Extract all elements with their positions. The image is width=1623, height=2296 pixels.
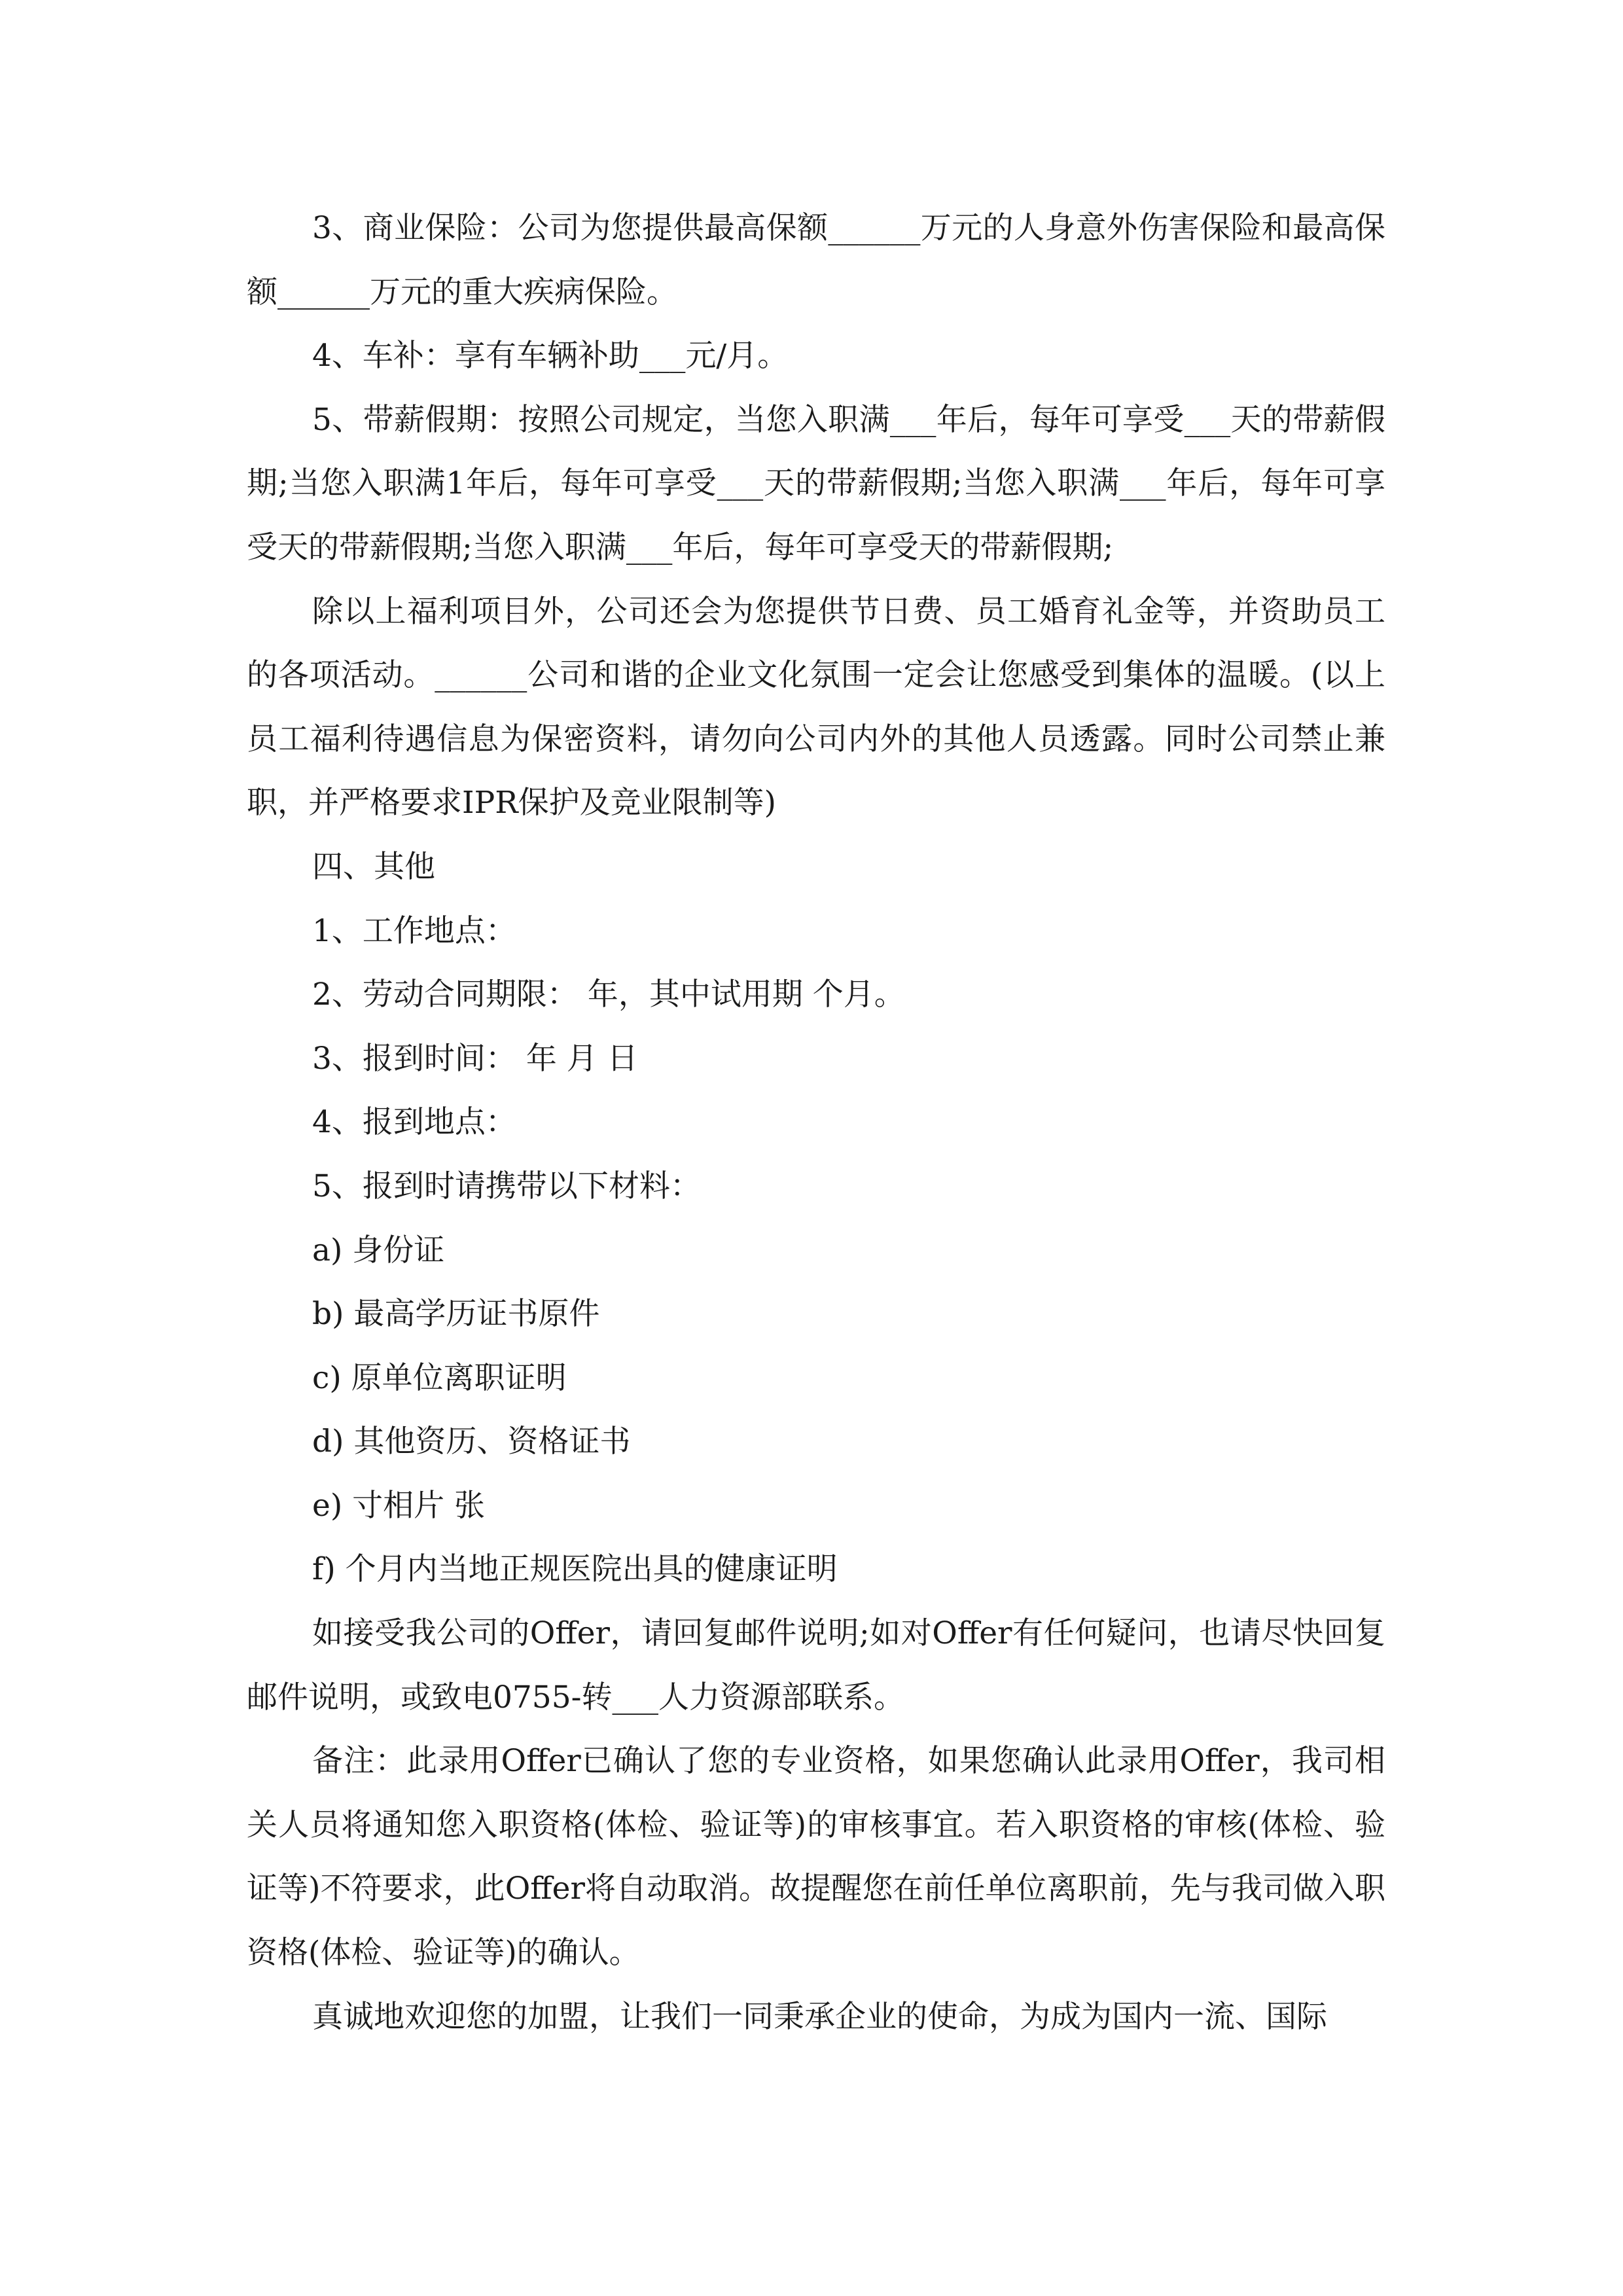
paragraph-report-time: 3、报到时间： 年 月 日 (312, 1040, 638, 1077)
list-item-photos: e) 寸相片 张 (312, 1487, 486, 1524)
paragraph-materials-intro: 5、报到时请携带以下材料： (312, 1168, 701, 1204)
list-item-id-card: a) 身份证 (312, 1232, 445, 1268)
paragraph-welcome: 真诚地欢迎您的加盟，让我们一同秉承企业的使命，为成为国内一流、国际 (312, 1998, 1327, 2035)
paragraph-report-location: 4、报到地点： (312, 1104, 516, 1141)
paragraph-paid-leave: 5、带薪假期：按照公司规定，当您入职满___年后，每年可享受___天的带薪假期;当您入职满1年后，每年可享受___天的带薪假期;当您入职满___年后，每年可享受天的带薪假期;当您入职满___年后，每年可享受天的带薪假期; (247, 401, 1385, 565)
section-heading-other: 四、其他 (312, 848, 435, 885)
document-body (247, 196, 1385, 2049)
paragraph-commercial-insurance: 3、商业保险：公司为您提供最高保额______万元的人身意外伤害保险和最高保额______万元的重大疾病保险。 (247, 210, 1385, 310)
paragraph-offer-reply: 如接受我公司的Offer，请回复邮件说明;如对Offer有任何疑问，也请尽快回复邮件说明，或致电0755-转___人力资源部联系。 (247, 1615, 1385, 1715)
list-item-diploma: b) 最高学历证书原件 (312, 1296, 600, 1333)
paragraph-car-allowance: 4、车补：享有车辆补助___元/月。 (312, 338, 789, 374)
list-item-resignation-proof: c) 原单位离职证明 (312, 1359, 567, 1396)
paragraph-work-location: 1、工作地点： (312, 912, 516, 949)
paragraph-remarks: 备注：此录用Offer已确认了您的专业资格，如果您确认此录用Offer，我司相关人员将通知您入职资格(体检、验证等)的审核事宜。若入职资格的审核(体检、验证等)不符要求，此Offer将自动取消。故提醒您在前任单位离职前，先与我司做入职资格(体检、验证等)的确认。 (247, 1743, 1385, 1971)
paragraph-other-benefits: 除以上福利项目外，公司还会为您提供节日费、员工婚育礼金等，并资助员工的各项活动。______公司和谐的企业文化氛围一定会让您感受到集体的温暖。(以上员工福利待遇信息为保密资料，请勿向公司内外的其他人员透露。同时公司禁止兼职，并严格要求IPR保护及竞业限制等) (247, 593, 1385, 821)
paragraph-contract-term: 2、劳动合同期限： 年，其中试用期 个月。 (312, 977, 905, 1013)
list-item-certificates: d) 其他资历、资格证书 (312, 1424, 631, 1460)
list-item-health-certificate: f) 个月内当地正规医院出具的健康证明 (312, 1551, 838, 1588)
